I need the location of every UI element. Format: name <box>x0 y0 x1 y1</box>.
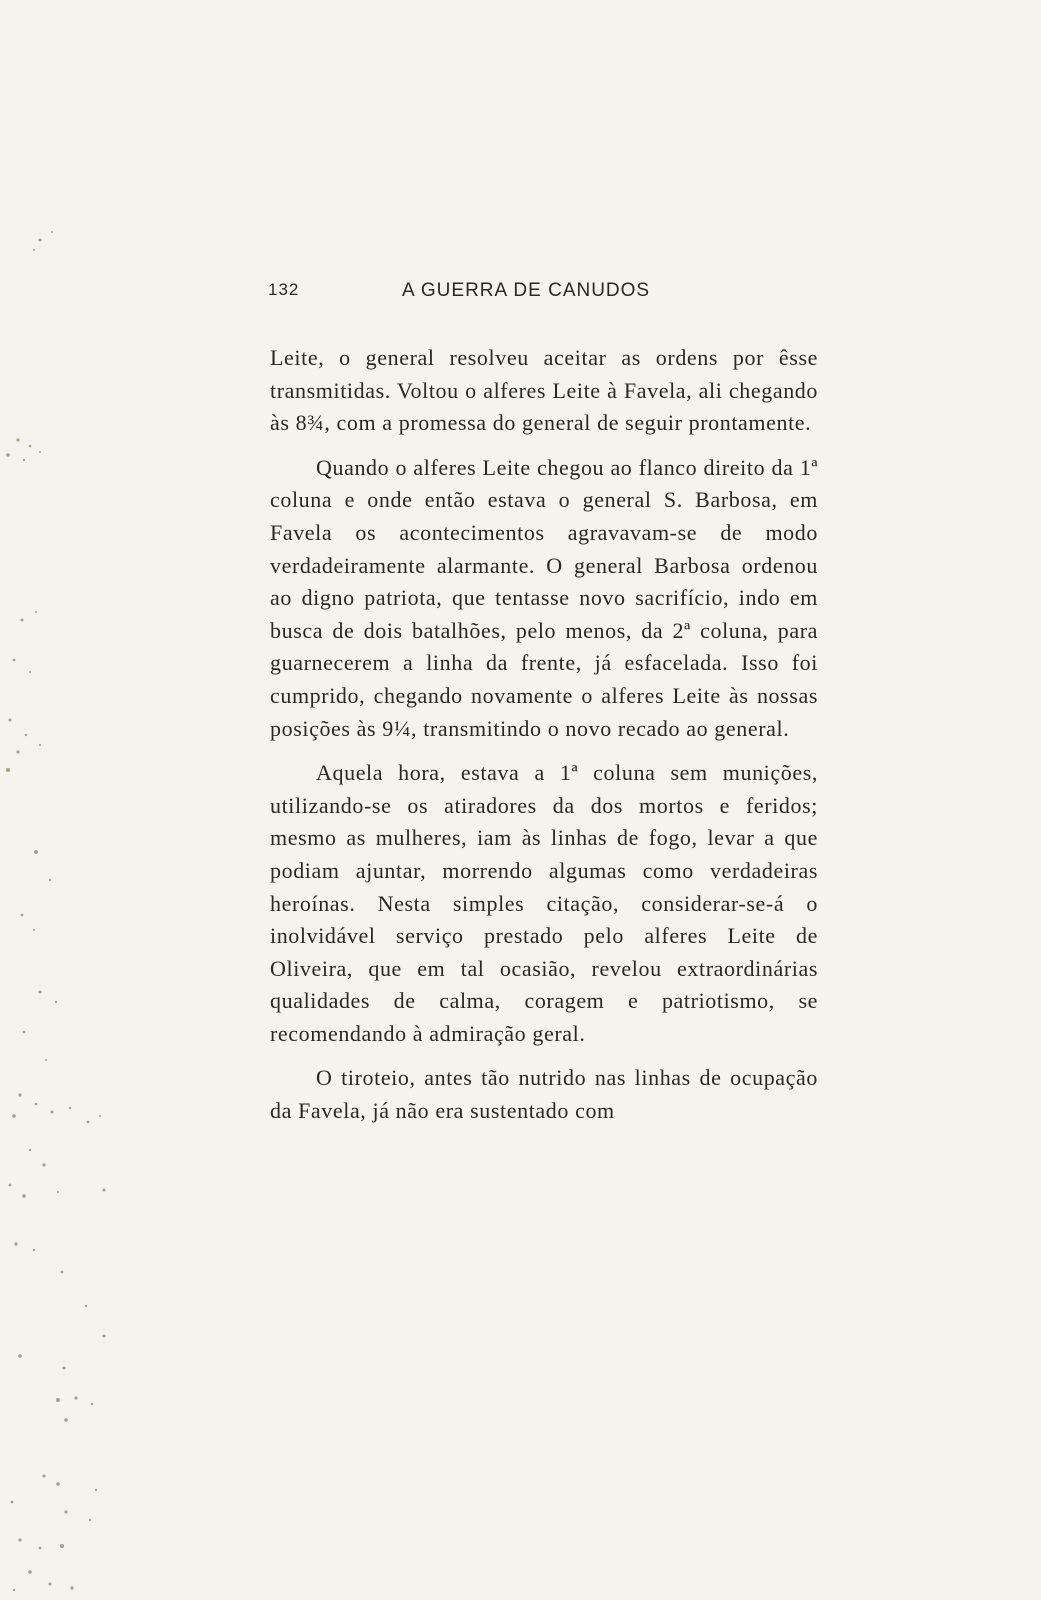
paper-foxing-speckles <box>0 0 130 1600</box>
paragraph-3: Aquela hora, estava a 1ª coluna sem munições, utilizando-se os atiradores da dos mortos e feridos; mesmo as mulheres, iam às linhas de fogo, levar a que podiam ajuntar, morrendo algumas como verdadeiras heroínas. Nesta simples citação, considerar-se-á o inolvidável serviço prestado pelo alferes Leite de Oliveira, que em tal ocasião, revelou extraordinárias qualidades de calma, coragem e patriotismo, se recomendando à admiração geral. <box>270 760 818 1046</box>
page-number: 132 <box>268 280 300 299</box>
paragraph-4: O tiroteio, antes tão nutrido nas linhas de ocupação da Favela, já não era sustentado com <box>270 1065 818 1124</box>
running-head <box>268 280 828 306</box>
body-text <box>270 342 818 1128</box>
paragraph-2: Quando o alferes Leite chegou ao flanco direito da 1ª coluna e onde então estava o general S. Barbosa, em Favela os acontecimentos agravavam-se de modo verdadeiramente alarmante. O general Barbosa ordenou ao digno patriota, que tentasse novo sacrifício, indo em busca de dois batalhões, pelo menos, da 2ª coluna, para guarnecerem a linha da frente, já esfacelada. Isso foi cumprido, chegando novamente o alferes Leite às nossas posições às 9¼, transmitindo o novo recado ao general. <box>270 454 818 741</box>
paragraph-1: Leite, o general resolveu aceitar as ordens por êsse transmitidas. Voltou o alferes Leite à Favela, ali chegando às 8¾, com a promessa do general de seguir prontamente. <box>270 345 818 436</box>
running-title: A GUERRA DE CANUDOS <box>402 280 651 301</box>
